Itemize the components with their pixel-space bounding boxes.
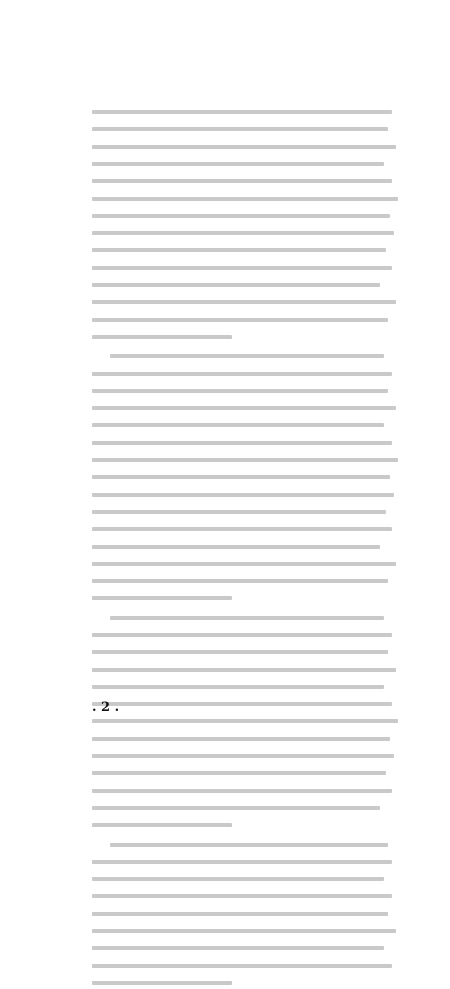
text-line-placeholder xyxy=(92,266,392,270)
text-line xyxy=(88,871,408,885)
text-line-placeholder xyxy=(92,231,394,235)
text-line xyxy=(88,191,408,205)
text-line-placeholder xyxy=(92,510,386,514)
text-line xyxy=(106,610,408,624)
text-line-placeholder xyxy=(92,127,388,131)
text-line-placeholder xyxy=(92,860,392,864)
text-line xyxy=(88,644,408,658)
text-line-placeholder xyxy=(92,110,392,114)
text-line xyxy=(88,329,408,343)
text-line xyxy=(88,888,408,902)
text-line-placeholder xyxy=(92,458,398,462)
text-line xyxy=(88,556,408,570)
text-line xyxy=(88,435,408,449)
text-line xyxy=(88,696,408,710)
text-line-placeholder xyxy=(92,562,396,566)
text-line-placeholder xyxy=(92,248,386,252)
text-line-placeholder xyxy=(92,668,396,672)
text-line xyxy=(88,573,408,587)
text-line-placeholder xyxy=(92,318,388,322)
text-line-placeholder xyxy=(92,579,388,583)
text-line-placeholder xyxy=(92,441,392,445)
text-line xyxy=(88,627,408,641)
text-line xyxy=(88,940,408,954)
text-line-placeholder xyxy=(92,929,396,933)
text-line-placeholder xyxy=(110,354,384,358)
text-line xyxy=(88,104,408,118)
text-line xyxy=(88,294,408,308)
text-line-placeholder xyxy=(92,789,392,793)
text-line-placeholder xyxy=(92,650,388,654)
text-line-placeholder xyxy=(92,719,398,723)
text-line-placeholder xyxy=(92,406,396,410)
text-line-placeholder xyxy=(92,702,392,706)
text-line xyxy=(88,539,408,553)
text-line-placeholder xyxy=(92,596,232,600)
page-number: . 2 . xyxy=(92,700,120,715)
text-line xyxy=(88,400,408,414)
text-line xyxy=(106,837,408,851)
text-line xyxy=(88,156,408,170)
text-line xyxy=(88,975,408,989)
text-line xyxy=(88,765,408,779)
text-line-placeholder xyxy=(92,737,390,741)
text-line xyxy=(88,748,408,762)
text-line xyxy=(88,452,408,466)
text-line xyxy=(88,906,408,920)
text-line xyxy=(88,366,408,380)
text-line-placeholder xyxy=(110,616,384,620)
text-line-placeholder xyxy=(92,754,394,758)
text-line-placeholder xyxy=(92,685,384,689)
text-line-placeholder xyxy=(92,806,380,810)
text-line xyxy=(88,958,408,972)
text-line xyxy=(88,521,408,535)
text-line-placeholder xyxy=(92,214,390,218)
text-line xyxy=(88,817,408,831)
text-line-placeholder xyxy=(92,981,232,985)
text-line xyxy=(88,783,408,797)
text-line xyxy=(88,173,408,187)
text-line-placeholder xyxy=(92,283,380,287)
text-line-placeholder xyxy=(92,145,396,149)
text-line-placeholder xyxy=(92,823,232,827)
text-line-placeholder xyxy=(92,389,388,393)
text-line xyxy=(88,487,408,501)
text-line xyxy=(88,121,408,135)
text-line xyxy=(88,208,408,222)
text-line xyxy=(88,679,408,693)
text-line xyxy=(88,504,408,518)
text-line-placeholder xyxy=(92,964,392,968)
text-line-placeholder xyxy=(92,894,392,898)
text-line xyxy=(88,923,408,937)
text-line-placeholder xyxy=(92,771,386,775)
text-line-placeholder xyxy=(92,335,232,339)
text-line xyxy=(106,348,408,362)
text-line-placeholder xyxy=(92,633,392,637)
text-line xyxy=(88,590,408,604)
text-line-placeholder xyxy=(92,475,390,479)
text-line-placeholder xyxy=(92,545,380,549)
text-line-placeholder xyxy=(92,423,384,427)
text-line xyxy=(88,139,408,153)
text-line-placeholder xyxy=(92,527,392,531)
text-line-placeholder xyxy=(92,197,398,201)
text-line xyxy=(88,242,408,256)
text-line xyxy=(88,225,408,239)
text-line-placeholder xyxy=(110,843,388,847)
text-line xyxy=(88,731,408,745)
text-line xyxy=(88,854,408,868)
text-line xyxy=(88,383,408,397)
text-line xyxy=(88,260,408,274)
text-line-placeholder xyxy=(92,372,392,376)
text-line-placeholder xyxy=(92,946,384,950)
text-line-placeholder xyxy=(92,179,392,183)
text-line-placeholder xyxy=(92,300,396,304)
text-line-placeholder xyxy=(92,162,384,166)
text-line xyxy=(88,312,408,326)
text-line xyxy=(88,469,408,483)
text-line xyxy=(88,662,408,676)
text-line-placeholder xyxy=(92,493,394,497)
text-line-placeholder xyxy=(92,877,384,881)
text-line xyxy=(88,277,408,291)
text-line xyxy=(88,417,408,431)
text-line-placeholder xyxy=(92,912,388,916)
text-line xyxy=(88,713,408,727)
text-line xyxy=(88,800,408,814)
